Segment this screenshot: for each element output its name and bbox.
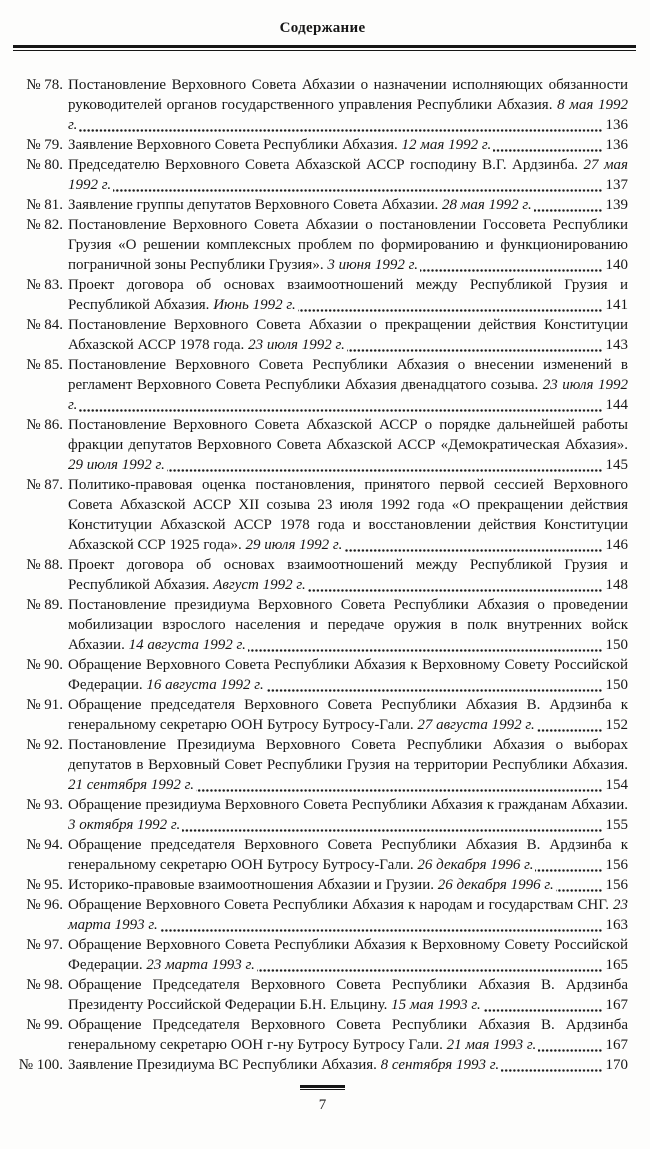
entry-title: Историко-правовые взаимоотношения Абхазии и Грузии. xyxy=(68,877,434,893)
toc-entry xyxy=(17,975,628,1015)
entry-number: № 80. xyxy=(26,157,63,173)
entry-text xyxy=(68,557,628,593)
entry-date: Июнь 1992 г. xyxy=(209,297,296,313)
entry-number: № 89. xyxy=(26,597,63,613)
entry-title: Постановление Верховного Совета Абхазии о прекращении действия Конституции Абхазской АССР 1978 года. xyxy=(68,317,628,353)
entry-date: 27 мая 1992 г. xyxy=(68,157,629,193)
entry-number: № 85. xyxy=(26,357,63,373)
entry-page-number: 167 xyxy=(602,1035,629,1055)
entry-title: Проект договора об основах взаимоотношений между Республикой Грузия и Республикой Абхазия. xyxy=(68,557,628,593)
toc-entry xyxy=(17,735,628,795)
entry-page-number: 163 xyxy=(602,915,629,935)
entry-number: № 91. xyxy=(26,697,63,713)
entry-text xyxy=(68,197,534,213)
entry-number: № 92. xyxy=(26,737,63,753)
entry-number: № 84. xyxy=(26,317,63,333)
entry-text xyxy=(68,317,628,353)
toc-entry xyxy=(17,355,628,415)
toc-entry xyxy=(17,795,628,835)
entry-title: Постановление Верховного Совета Республики Абхазия о внесении изменений в регламент Верховного Совета Республики Абхазия двенадцатого созыва. xyxy=(68,357,628,393)
entry-title: Обращение Верховного Совета Республики Абхазия к Верховному Совету Российской Федерации. xyxy=(68,657,628,693)
entry-number: № 79. xyxy=(26,137,63,153)
entry-page-number: 165 xyxy=(602,955,629,975)
entry-number: № 86. xyxy=(26,417,63,433)
toc-entry xyxy=(17,835,628,875)
toc-entry xyxy=(17,595,628,655)
entry-page-number: 140 xyxy=(602,255,629,275)
toc-list xyxy=(17,51,628,1075)
entry-number: № 94. xyxy=(26,837,63,853)
entry-title: Обращение Верховного Совета Республики Абхазия к Верховному Совету Российской Федерации. xyxy=(68,937,628,973)
toc-entry xyxy=(17,555,628,595)
entry-date: 8 сентября 1993 г. xyxy=(376,1057,500,1073)
entry-date: 23 июля 1992 г. xyxy=(68,377,628,413)
entry-page-number: 136 xyxy=(602,115,629,135)
entry-date: 21 сентября 1992 г. xyxy=(68,777,195,793)
toc-entry xyxy=(17,75,628,135)
entry-text xyxy=(68,937,628,973)
entry-title: Постановление Президиума Верховного Совета Республики Абхазия о выборах депутатов в Верховный Совет Республики Грузия на территории Республики Абхазия. xyxy=(68,737,628,773)
entry-date: Август 1992 г. xyxy=(209,577,306,593)
entry-title: Обращение Председателя Верховного Совета Республики Абхазия В. Ардзинба Президенту Российской Федерации Б.Н. Ельцину. xyxy=(68,977,628,1013)
entry-text xyxy=(68,697,628,733)
entry-title: Постановление Верховного Совета Абхазской АССР о порядке дальнейшей работы фракции депутатов Верховного Совета Абхазской АССР «Демократическая Абхазия». xyxy=(68,417,628,453)
entry-page-number: 154 xyxy=(602,775,629,795)
entry-title: Постановление президиума Верховного Совета Республики Абхазия о проведении мобилизации взрослого населения и передаче оружия в полк внутренних войск Абхазии. xyxy=(68,597,628,653)
toc-entry xyxy=(17,1015,628,1055)
entry-page-number: 150 xyxy=(602,675,629,695)
entry-text xyxy=(68,357,628,413)
entry-title: Обращение председателя Верховного Совета Республики Абхазия В. Ардзинба к генеральному секретарю ООН Бутросу Бутросу-Гали. xyxy=(68,697,628,733)
page-header xyxy=(17,0,628,51)
entry-page-number: 148 xyxy=(602,575,629,595)
entry-title: Обращение президиума Верховного Совета Республики Абхазия к гражданам Абхазии. xyxy=(68,797,628,813)
toc-entry xyxy=(17,275,628,315)
entry-text xyxy=(68,657,628,693)
entry-page-number: 155 xyxy=(602,815,629,835)
entry-number: № 88. xyxy=(26,557,63,573)
entry-title: Политико-правовая оценка постановления, принятого первой сессией Верховного Совета Абхазской АССР XII созыва 23 июля 1992 года «О прекращении действия Конституции Абхазской АССР 1978 года и восстановлении действия Конституции Абхазской ССР 1925 года». xyxy=(68,477,628,553)
entry-text xyxy=(68,477,628,553)
entry-number: № 83. xyxy=(26,277,63,293)
entry-text xyxy=(68,157,628,193)
toc-entry xyxy=(17,155,628,195)
entry-text xyxy=(68,137,493,153)
toc-entry xyxy=(17,935,628,975)
entry-title: Председателю Верховного Совета Абхазской АССР господину В.Г. Ардзинба. xyxy=(68,157,579,173)
entry-date: 23 марта 1993 г. xyxy=(68,897,629,933)
toc-entry xyxy=(17,875,628,895)
entry-date: 12 мая 1992 г. xyxy=(397,137,492,153)
toc-entry xyxy=(17,895,628,935)
toc-entry xyxy=(17,695,628,735)
entry-text xyxy=(68,837,628,873)
entry-title: Заявление Президиума ВС Республики Абхазия. xyxy=(68,1057,377,1073)
entry-date: 3 июня 1992 г. xyxy=(323,257,418,273)
entry-number: № 90. xyxy=(26,657,63,673)
entry-text xyxy=(68,1057,501,1073)
toc-entry xyxy=(17,135,628,155)
entry-date: 15 мая 1993 г. xyxy=(387,997,481,1013)
entry-number: № 100. xyxy=(18,1057,63,1073)
entry-text xyxy=(68,897,628,933)
footer-rule xyxy=(300,1085,345,1090)
entry-text xyxy=(68,877,556,893)
entry-text xyxy=(68,977,628,1013)
entry-number: № 98. xyxy=(26,977,63,993)
entry-text xyxy=(68,77,628,133)
entry-date: 27 августа 1992 г. xyxy=(413,717,535,733)
entry-page-number: 136 xyxy=(602,135,629,155)
entry-title: Постановление Верховного Совета Абхазии о постановлении Госсовета Республики Грузия «О решении комплексных проблем по формированию и функционированию пограничной зоны Республики Грузия». xyxy=(68,217,628,273)
toc-entry xyxy=(17,195,628,215)
entry-date: 23 июля 1992 г. xyxy=(244,337,345,353)
entry-page-number: 137 xyxy=(602,175,629,195)
entry-page-number: 143 xyxy=(602,335,629,355)
entry-page-number: 146 xyxy=(602,535,629,555)
entry-page-number: 167 xyxy=(602,995,629,1015)
entry-date: 29 июля 1992 г. xyxy=(241,537,343,553)
entry-number: № 95. xyxy=(26,877,63,893)
entry-date: 3 октября 1992 г. xyxy=(68,817,181,833)
entry-number: № 97. xyxy=(26,937,63,953)
entry-page-number: 144 xyxy=(602,395,629,415)
entry-number: № 78. xyxy=(26,77,63,93)
footer-page-number: 7 xyxy=(318,1097,327,1113)
entry-page-number: 150 xyxy=(602,635,629,655)
toc-entry xyxy=(17,655,628,695)
entry-page-number: 170 xyxy=(602,1055,629,1075)
toc-entry xyxy=(17,415,628,475)
entry-date: 29 июля 1992 г. xyxy=(68,457,165,473)
entry-text xyxy=(68,417,628,473)
entry-date: 21 мая 1993 г. xyxy=(442,1037,537,1053)
entry-number: № 87. xyxy=(26,477,63,493)
entry-date: 26 декабря 1996 г. xyxy=(413,857,534,873)
entry-title: Обращение председателя Верховного Совета Республики Абхазия В. Ардзинба к генеральному секретарю ООН Бутросу Бутросу-Гали. xyxy=(68,837,628,873)
entry-page-number: 152 xyxy=(602,715,629,735)
entry-page-number: 156 xyxy=(602,875,629,895)
toc-entry xyxy=(17,215,628,275)
entry-page-number: 141 xyxy=(602,295,629,315)
entry-date: 14 августа 1992 г. xyxy=(124,637,246,653)
page-title: Содержание xyxy=(279,20,366,36)
entry-title: Постановление Верховного Совета Абхазии о назначении исполняющих обязанности руководителей органов государственного управления Республики Абхазия. xyxy=(68,77,628,113)
entry-text xyxy=(68,1017,628,1053)
entry-title: Обращение Председателя Верховного Совета Республики Абхазия В. Ардзинба генеральному секретарю ООН г-ну Бутросу Бутросу Гали. xyxy=(68,1017,628,1053)
entry-number: № 82. xyxy=(26,217,63,233)
entry-number: № 93. xyxy=(26,797,63,813)
entry-date: 16 августа 1992 г. xyxy=(142,677,264,693)
entry-date: 8 мая 1992 г. xyxy=(68,97,629,133)
entry-number: № 96. xyxy=(26,897,63,913)
toc-entry xyxy=(17,475,628,555)
entry-text xyxy=(68,737,628,793)
entry-text xyxy=(68,217,628,273)
entry-text xyxy=(68,797,628,833)
entry-number: № 99. xyxy=(26,1017,63,1033)
entry-title: Заявление Верховного Совета Республики Абхазия. xyxy=(68,137,398,153)
entry-date: 26 декабря 1996 г. xyxy=(433,877,554,893)
toc-entry xyxy=(17,315,628,355)
entry-text xyxy=(68,597,628,653)
page-footer xyxy=(17,1085,628,1115)
entry-text xyxy=(68,277,628,313)
toc-entry xyxy=(17,1055,628,1075)
entry-title: Обращение Верховного Совета Республики Абхазия к народам и государствам СНГ. xyxy=(68,897,609,913)
entry-number: № 81. xyxy=(26,197,63,213)
entry-page-number: 139 xyxy=(602,195,629,215)
entry-title: Проект договора об основах взаимоотношений между Республикой Грузия и Республикой Абхазия. xyxy=(68,277,628,313)
entry-page-number: 145 xyxy=(602,455,629,475)
entry-date: 28 мая 1992 г. xyxy=(438,197,532,213)
entry-page-number: 156 xyxy=(602,855,629,875)
entry-title: Заявление группы депутатов Верховного Совета Абхазии. xyxy=(68,197,439,213)
entry-date: 23 марта 1993 г. xyxy=(142,957,255,973)
